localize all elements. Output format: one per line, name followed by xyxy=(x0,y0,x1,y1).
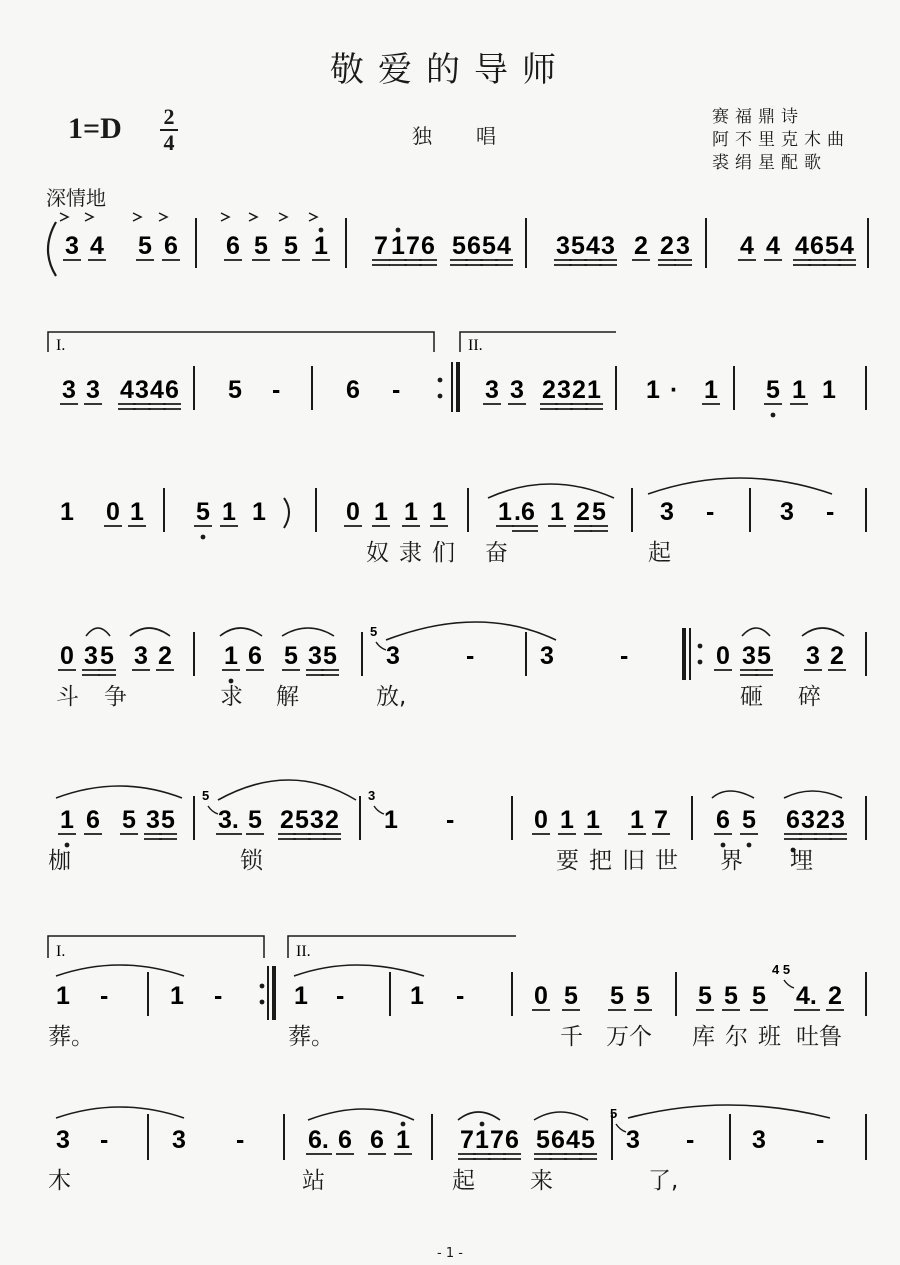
note: 1 xyxy=(56,982,70,1010)
note: 6 xyxy=(164,232,178,260)
note: 0 xyxy=(60,642,74,670)
note: 1 xyxy=(170,982,184,1010)
close-parenthesis xyxy=(284,498,289,528)
note: 1 xyxy=(252,498,266,526)
note: 1 xyxy=(224,642,238,670)
repeat-dot xyxy=(260,1000,265,1005)
lyric-text: 了, xyxy=(648,1168,679,1194)
note: 3 xyxy=(65,232,79,260)
lyric-text: 碎 xyxy=(798,684,821,710)
note: 2 xyxy=(634,232,648,260)
note: 5 xyxy=(284,232,298,260)
dash-hold: - xyxy=(392,376,401,404)
note: 4 xyxy=(766,232,780,260)
dash-hold: - xyxy=(100,1126,109,1154)
slur xyxy=(86,628,110,636)
note: 5 xyxy=(592,498,606,526)
meter-bottom: 4 xyxy=(163,130,175,155)
note: 3 xyxy=(676,232,690,260)
accent-mark xyxy=(309,213,317,221)
note: 7 xyxy=(490,1126,504,1154)
accent-mark xyxy=(60,213,68,221)
dash-hold: - xyxy=(236,1126,245,1154)
note: 5 xyxy=(752,982,766,1010)
lyric-text: 木 xyxy=(48,1168,71,1194)
note: 5 xyxy=(248,806,262,834)
note: 6 xyxy=(370,1126,384,1154)
volta-first-bracket xyxy=(48,332,434,352)
note: 5 xyxy=(536,1126,550,1154)
dash-hold: - xyxy=(620,642,629,670)
volta-second-label: II. xyxy=(468,337,483,354)
note: 2 xyxy=(280,806,294,834)
note: 5 xyxy=(636,982,650,1010)
tie xyxy=(386,622,556,640)
note: 5 xyxy=(295,806,309,834)
note: 6 xyxy=(165,376,179,404)
note: 1 xyxy=(60,498,74,526)
dash-hold: - xyxy=(272,376,281,404)
dash-hold: - xyxy=(336,982,345,1010)
lyric-text: 求 xyxy=(220,684,243,710)
note: 0 xyxy=(346,498,360,526)
note: 3 xyxy=(540,642,554,670)
note: 3 xyxy=(801,806,815,834)
slur xyxy=(712,791,754,798)
note: 3 xyxy=(84,642,98,670)
note: 3 xyxy=(556,232,570,260)
repeat-dot xyxy=(438,394,443,399)
note: 1 xyxy=(432,498,446,526)
note: 3 xyxy=(56,1126,70,1154)
note: 7 xyxy=(406,232,420,260)
note: 6. xyxy=(308,1126,329,1154)
note: 5 xyxy=(161,806,175,834)
octave-dot xyxy=(480,1122,485,1127)
note: 6 xyxy=(86,806,100,834)
note: 5 xyxy=(254,232,268,260)
slur xyxy=(784,791,842,798)
slur xyxy=(130,628,170,636)
credit-arranger: 裘绢星配歌 xyxy=(712,153,827,173)
note: 5 xyxy=(571,232,585,260)
open-parenthesis xyxy=(48,222,56,276)
lyric-text: 库尔班 xyxy=(692,1024,791,1050)
note: 5 xyxy=(284,642,298,670)
note: 2 xyxy=(816,806,830,834)
note: 1 xyxy=(130,498,144,526)
credit-composer: 阿不里克木曲 xyxy=(712,130,850,150)
lyric-text: 锁 xyxy=(240,848,263,874)
accent-mark xyxy=(85,213,93,221)
slur xyxy=(282,628,334,636)
note: 1 xyxy=(384,806,398,834)
note: 3 xyxy=(742,642,756,670)
note: 1 xyxy=(560,806,574,834)
note: 5 xyxy=(196,498,210,526)
note: 6 xyxy=(467,232,481,260)
grace-note: 5 xyxy=(610,1106,618,1121)
note: 6 xyxy=(248,642,262,670)
tie xyxy=(56,965,184,976)
note: 5 xyxy=(100,642,114,670)
note: 6 xyxy=(505,1126,519,1154)
grace-note: 5 xyxy=(202,788,210,803)
note: 3 xyxy=(510,376,524,404)
slur xyxy=(488,484,614,498)
note: 2 xyxy=(828,982,842,1010)
note: 4 xyxy=(840,232,854,260)
note: 1 xyxy=(822,376,836,404)
note: 5 xyxy=(742,806,756,834)
note: 0 xyxy=(534,806,548,834)
accent-mark xyxy=(133,213,141,221)
lyric-text: 枷 xyxy=(48,848,71,874)
lyric-text: 万个 xyxy=(606,1024,652,1050)
note: 3 xyxy=(780,498,794,526)
note: 5 xyxy=(581,1126,595,1154)
tie xyxy=(56,1107,184,1118)
note: 7 xyxy=(654,806,668,834)
note: 1 xyxy=(550,498,564,526)
lyric-text: 葬。 xyxy=(48,1024,94,1050)
note: 1 xyxy=(314,232,328,260)
note: 4 xyxy=(90,232,104,260)
note: 6 xyxy=(716,806,730,834)
note: 4 xyxy=(150,376,164,404)
grace-note-hook xyxy=(376,642,386,650)
key-signature: 1=D xyxy=(68,112,122,145)
note: 0 xyxy=(716,642,730,670)
note: .6 xyxy=(514,498,535,526)
note: 3. xyxy=(218,806,239,834)
dash-hold: - xyxy=(466,642,475,670)
slur xyxy=(218,780,356,800)
note: 3 xyxy=(86,376,100,404)
note: 6 xyxy=(810,232,824,260)
note: 0 xyxy=(534,982,548,1010)
repeat-dot xyxy=(438,378,443,383)
note: 6 xyxy=(346,376,360,404)
slur xyxy=(458,1112,500,1120)
note: 3 xyxy=(308,642,322,670)
lyric-text: 起 xyxy=(452,1168,475,1194)
accent-mark xyxy=(279,213,287,221)
octave-dot xyxy=(401,1122,406,1127)
note: 1 xyxy=(704,376,718,404)
volta-second-bracket xyxy=(460,332,616,352)
note: 1 xyxy=(222,498,236,526)
note: 2 xyxy=(158,642,172,670)
note: 3 xyxy=(831,806,845,834)
note: 4. xyxy=(796,982,817,1010)
note: 1 xyxy=(410,982,424,1010)
accent-mark xyxy=(159,213,167,221)
note: 1 xyxy=(587,376,601,404)
lyric-text: 吐鲁 xyxy=(796,1024,842,1050)
lyric-text: 葬。 xyxy=(288,1024,334,1050)
note: 7 xyxy=(374,232,388,260)
note: 1 xyxy=(404,498,418,526)
note: 3 xyxy=(310,806,324,834)
tie xyxy=(648,478,832,494)
note: 4 xyxy=(497,232,511,260)
lyric-text: 放, xyxy=(376,684,407,710)
lyric-text: 斗 xyxy=(56,684,79,710)
note: 3 xyxy=(752,1126,766,1154)
note: 5 xyxy=(698,982,712,1010)
note: 5 xyxy=(122,806,136,834)
lyric-text: 要把旧世 xyxy=(556,848,688,874)
repeat-dot xyxy=(698,644,703,649)
note: 2 xyxy=(325,806,339,834)
note: 3 xyxy=(62,376,76,404)
lyric-text: 来 xyxy=(530,1168,553,1194)
note: 3 xyxy=(660,498,674,526)
volta-first-label: I. xyxy=(56,943,66,960)
lyric-text: 界 xyxy=(720,848,743,874)
octave-dot xyxy=(201,535,206,540)
note: 6 xyxy=(226,232,240,260)
note: 0 xyxy=(106,498,120,526)
volta-second-bracket xyxy=(288,936,516,958)
note: 3 xyxy=(806,642,820,670)
note: 2 xyxy=(576,498,590,526)
note: 1 xyxy=(646,376,660,404)
repeat-dot xyxy=(698,660,703,665)
meter-top: 2 xyxy=(163,104,175,129)
lyric-text: 解 xyxy=(276,684,299,710)
note: 4 xyxy=(795,232,809,260)
lyric-text: 奴隶们 xyxy=(366,540,465,566)
dash-hold: - xyxy=(100,982,109,1010)
note: 3 xyxy=(386,642,400,670)
lyric-text: 奋 xyxy=(485,540,508,566)
note: 2 xyxy=(830,642,844,670)
note: 1 xyxy=(391,232,405,260)
note: 3 xyxy=(626,1126,640,1154)
page-number: - 1 - xyxy=(437,1246,463,1261)
note: 1 xyxy=(294,982,308,1010)
performance-style: 独唱 xyxy=(412,124,540,148)
note: 1 xyxy=(586,806,600,834)
note: 4 xyxy=(566,1126,580,1154)
slur xyxy=(220,628,262,636)
note: · xyxy=(670,376,679,404)
grace-note: 5 xyxy=(370,624,378,639)
credit-lyricist: 赛福鼎诗 xyxy=(712,107,804,127)
note: 2 xyxy=(572,376,586,404)
slur xyxy=(56,786,182,798)
note: 5 xyxy=(766,376,780,404)
lyric-text: 千 xyxy=(560,1024,583,1050)
note: 3 xyxy=(485,376,499,404)
dash-hold: - xyxy=(456,982,465,1010)
lyric-text: 争 xyxy=(104,684,127,710)
note: 3 xyxy=(146,806,160,834)
octave-dot xyxy=(396,228,401,233)
note: 5 xyxy=(610,982,624,1010)
note: 6 xyxy=(551,1126,565,1154)
dash-hold: - xyxy=(706,498,715,526)
note: 5 xyxy=(323,642,337,670)
note: 4 xyxy=(586,232,600,260)
lyric-text: 站 xyxy=(302,1168,325,1194)
note: 1 xyxy=(498,498,512,526)
note: 2 xyxy=(660,232,674,260)
note: 4 xyxy=(120,376,134,404)
note: 5 xyxy=(228,376,242,404)
note: 1 xyxy=(396,1126,410,1154)
note: 5 xyxy=(482,232,496,260)
slur xyxy=(534,1112,588,1120)
note: 3 xyxy=(557,376,571,404)
octave-dot xyxy=(319,228,324,233)
note: 5 xyxy=(825,232,839,260)
dash-hold: - xyxy=(214,982,223,1010)
octave-dot xyxy=(747,843,752,848)
note: 1 xyxy=(374,498,388,526)
slur xyxy=(742,628,770,636)
dash-hold: - xyxy=(686,1126,695,1154)
grace-note-hook xyxy=(208,806,218,814)
note: 1 xyxy=(60,806,74,834)
volta-first-label: I. xyxy=(56,337,66,354)
tie xyxy=(294,965,424,976)
grace-note: 4 5 xyxy=(772,962,791,977)
note: 3 xyxy=(172,1126,186,1154)
note: 5 xyxy=(452,232,466,260)
dash-hold: - xyxy=(826,498,835,526)
note: 5 xyxy=(757,642,771,670)
slur xyxy=(308,1109,414,1120)
song-title: 敬爱的导师 xyxy=(330,50,570,90)
lyric-text: 埋 xyxy=(790,848,813,874)
accent-mark xyxy=(249,213,257,221)
note: 5 xyxy=(564,982,578,1010)
grace-note-hook xyxy=(784,980,794,988)
note: 6 xyxy=(338,1126,352,1154)
note: 1 xyxy=(630,806,644,834)
note: 2 xyxy=(542,376,556,404)
note: 1 xyxy=(475,1126,489,1154)
note: 3 xyxy=(134,642,148,670)
note: 3 xyxy=(601,232,615,260)
grace-note-hook xyxy=(374,806,384,814)
grace-note: 3 xyxy=(368,788,376,803)
grace-note-hook xyxy=(616,1124,626,1132)
volta-second-label: II. xyxy=(296,943,311,960)
note: 5 xyxy=(724,982,738,1010)
note: 5 xyxy=(138,232,152,260)
lyric-text: 砸 xyxy=(740,684,763,710)
tempo-marking: 深情地 xyxy=(46,186,106,210)
dash-hold: - xyxy=(446,806,455,834)
dash-hold: - xyxy=(816,1126,825,1154)
lyric-text: 起 xyxy=(648,540,671,566)
slur xyxy=(802,628,844,636)
note: 6 xyxy=(421,232,435,260)
repeat-dot xyxy=(260,984,265,989)
note: 1 xyxy=(792,376,806,404)
note: 3 xyxy=(135,376,149,404)
note: 4 xyxy=(740,232,754,260)
note: 7 xyxy=(460,1126,474,1154)
accent-mark xyxy=(221,213,229,221)
note: 6 xyxy=(786,806,800,834)
octave-dot xyxy=(771,413,776,418)
volta-first-bracket xyxy=(48,936,264,958)
